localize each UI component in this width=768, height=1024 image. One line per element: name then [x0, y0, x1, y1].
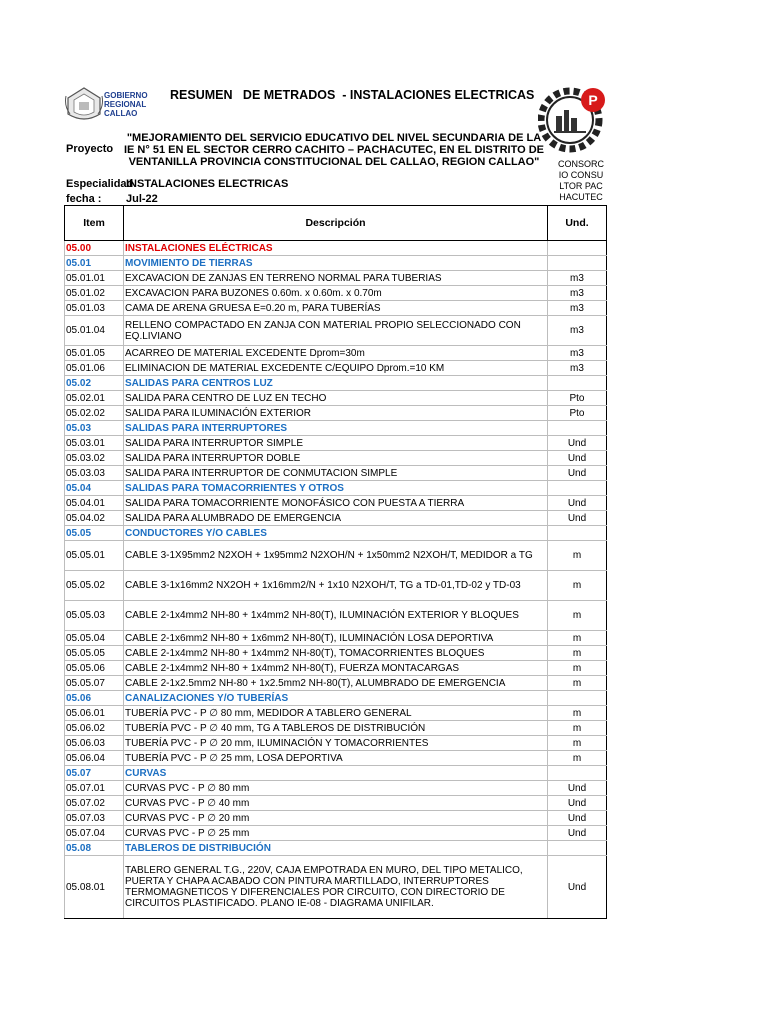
row-unit: m [548, 631, 607, 646]
row-unit: m3 [548, 301, 607, 316]
table-row [65, 301, 607, 316]
row-unit [548, 841, 607, 856]
table-row [65, 481, 607, 496]
row-description: CONDUCTORES Y/O CABLES [124, 526, 548, 541]
row-unit: m [548, 601, 607, 631]
table-row [65, 496, 607, 511]
row-description: SALIDA PARA INTERRUPTOR DE CONMUTACION SIMPLE [124, 466, 548, 481]
row-description: SALIDAS PARA TOMACORRIENTES Y OTROS [124, 481, 548, 496]
row-description: SALIDA PARA INTERRUPTOR DOBLE [124, 451, 548, 466]
row-code: 05.04.01 [65, 496, 124, 511]
table-row [65, 841, 607, 856]
table-row [65, 601, 607, 631]
table-row [65, 451, 607, 466]
row-description: SALIDA PARA INTERRUPTOR SIMPLE [124, 436, 548, 451]
row-unit: Und [548, 511, 607, 526]
specialty-label: Especialidad [66, 178, 134, 190]
row-description: CURVAS [124, 766, 548, 781]
table-row [65, 286, 607, 301]
row-code: 05.07.03 [65, 811, 124, 826]
row-unit: Und [548, 856, 607, 919]
row-code: 05.02.02 [65, 406, 124, 421]
table-row [65, 241, 607, 256]
table-row [65, 421, 607, 436]
table-row [65, 856, 607, 919]
row-unit [548, 376, 607, 391]
row-description: TABLERO GENERAL T.G., 220V, CAJA EMPOTRADA EN MURO, DEL TIPO METALICO, PUERTA Y CHAPA ACABADO CON PINTURA MARTILLADO, INTERRUPTORES TERMOMAGNETICOS Y DIFERENCIALES POR CIRCUITO, CON DIRECTORIO DE CIRCUITOS PLASTIFICADO. PLANO IE-08 - DIAGRAMA UNIFILAR. [124, 856, 548, 919]
row-unit [548, 421, 607, 436]
row-description: CABLE 2-1x2.5mm2 NH-80 + 1x2.5mm2 NH-80(T), ALUMBRADO DE EMERGENCIA [124, 676, 548, 691]
consorcio-name: CONSORCIO CONSULTOR PACHACUTEC [558, 159, 605, 202]
row-description: CABLE 2-1x4mm2 NH-80 + 1x4mm2 NH-80(T), TOMACORRIENTES BLOQUES [124, 646, 548, 661]
table-row [65, 676, 607, 691]
row-unit: Und [548, 436, 607, 451]
row-description: SALIDA PARA TOMACORRIENTE MONOFÁSICO CON PUESTA A TIERRA [124, 496, 548, 511]
row-code: 05.03 [65, 421, 124, 436]
row-unit: m [548, 706, 607, 721]
row-code: 05.01.01 [65, 271, 124, 286]
table-row [65, 661, 607, 676]
row-unit: m [548, 541, 607, 571]
table-row [65, 796, 607, 811]
row-code: 05.07.01 [65, 781, 124, 796]
row-code: 05.07 [65, 766, 124, 781]
row-unit [548, 241, 607, 256]
row-unit [548, 481, 607, 496]
table-row [65, 271, 607, 286]
row-unit [548, 256, 607, 271]
row-unit: m3 [548, 286, 607, 301]
metrados-table [64, 205, 607, 919]
row-code: 05.01.05 [65, 346, 124, 361]
row-unit: Und [548, 826, 607, 841]
date-label: fecha : [66, 193, 102, 205]
row-code: 05.07.04 [65, 826, 124, 841]
table-row [65, 256, 607, 271]
table-row [65, 346, 607, 361]
row-unit: m [548, 676, 607, 691]
page-title: RESUMEN DE METRADOS - INSTALACIONES ELECTRICAS [170, 88, 535, 102]
row-description: MOVIMIENTO DE TIERRAS [124, 256, 548, 271]
row-code: 05.03.02 [65, 451, 124, 466]
row-code: 05.05.01 [65, 541, 124, 571]
row-unit: m [548, 736, 607, 751]
table-row [65, 526, 607, 541]
row-unit: Und [548, 466, 607, 481]
row-description: TUBERÍA PVC - P ∅ 25 mm, LOSA DEPORTIVA [124, 751, 548, 766]
gobierno-regional-callao-logo [64, 84, 148, 124]
row-description: CABLE 2-1x6mm2 NH-80 + 1x6mm2 NH-80(T), ILUMINACIÓN LOSA DEPORTIVA [124, 631, 548, 646]
consorcio-logo [538, 80, 606, 162]
row-unit [548, 766, 607, 781]
column-header-unit: Und. [548, 206, 607, 241]
row-code: 05.02 [65, 376, 124, 391]
table-row [65, 706, 607, 721]
row-unit: Und [548, 781, 607, 796]
logo-line-1: GOBIERNO [104, 91, 148, 100]
row-description: SALIDAS PARA INTERRUPTORES [124, 421, 548, 436]
row-code: 05.05.04 [65, 631, 124, 646]
table-row [65, 631, 607, 646]
row-unit: m3 [548, 361, 607, 376]
table-row [65, 721, 607, 736]
table-row [65, 391, 607, 406]
row-description: CURVAS PVC - P ∅ 20 mm [124, 811, 548, 826]
table-row [65, 571, 607, 601]
row-description: SALIDA PARA ILUMINACIÓN EXTERIOR [124, 406, 548, 421]
row-unit: Und [548, 811, 607, 826]
row-unit [548, 691, 607, 706]
row-description: TUBERÍA PVC - P ∅ 80 mm, MEDIDOR A TABLERO GENERAL [124, 706, 548, 721]
row-unit: m3 [548, 271, 607, 286]
row-unit: m [548, 571, 607, 601]
row-description: SALIDA PARA CENTRO DE LUZ EN TECHO [124, 391, 548, 406]
row-unit: m [548, 646, 607, 661]
table-row [65, 361, 607, 376]
row-unit: m [548, 751, 607, 766]
row-description: CABLE 2-1x4mm2 NH-80 + 1x4mm2 NH-80(T), ILUMINACIÓN EXTERIOR Y BLOQUES [124, 601, 548, 631]
row-description: CANALIZACIONES Y/O TUBERÍAS [124, 691, 548, 706]
row-description: ELIMINACION DE MATERIAL EXCEDENTE C/EQUIPO Dprom.=10 KM [124, 361, 548, 376]
row-unit: m3 [548, 346, 607, 361]
row-description: CABLE 3-1x16mm2 NX2OH + 1x16mm2/N + 1x10 N2XOH/T, TG a TD-01,TD-02 y TD-03 [124, 571, 548, 601]
table-row [65, 376, 607, 391]
row-code: 05.06.02 [65, 721, 124, 736]
row-code: 05.01.06 [65, 361, 124, 376]
table-row [65, 466, 607, 481]
row-unit: Pto [548, 406, 607, 421]
column-header-item: Item [65, 206, 124, 241]
row-code: 05.00 [65, 241, 124, 256]
row-code: 05.07.02 [65, 796, 124, 811]
table-row [65, 826, 607, 841]
row-description: CURVAS PVC - P ∅ 25 mm [124, 826, 548, 841]
row-code: 05.08 [65, 841, 124, 856]
project-description: "MEJORAMIENTO DEL SERVICIO EDUCATIVO DEL NIVEL SECUNDARIA DE LA IE N° 51 EN EL SECTOR CERRO CACHITO – PACHACUTEC, EN EL DISTRITO DE VENTANILLA PROVINCIA CONSTITUCIONAL DEL CALLAO, REGION CALLAO" [123, 132, 545, 168]
row-unit: Pto [548, 391, 607, 406]
row-description: CABLE 3-1X95mm2 N2XOH + 1x95mm2 N2XOH/N + 1x50mm2 N2XOH/T, MEDIDOR a TG [124, 541, 548, 571]
row-description: SALIDAS PARA CENTROS LUZ [124, 376, 548, 391]
row-description: SALIDA PARA ALUMBRADO DE EMERGENCIA [124, 511, 548, 526]
row-description: ACARREO DE MATERIAL EXCEDENTE Dprom=30m [124, 346, 548, 361]
table-row [65, 511, 607, 526]
row-description: INSTALACIONES ELÉCTRICAS [124, 241, 548, 256]
row-code: 05.04 [65, 481, 124, 496]
row-code: 05.03.01 [65, 436, 124, 451]
table-row [65, 316, 607, 346]
table-row [65, 541, 607, 571]
row-description: TABLEROS DE DISTRIBUCIÓN [124, 841, 548, 856]
row-code: 05.01.02 [65, 286, 124, 301]
table-row [65, 406, 607, 421]
row-unit: Und [548, 796, 607, 811]
row-description: CURVAS PVC - P ∅ 80 mm [124, 781, 548, 796]
row-code: 05.05.03 [65, 601, 124, 631]
table-row [65, 436, 607, 451]
row-code: 05.01 [65, 256, 124, 271]
table-row [65, 781, 607, 796]
row-unit: Und [548, 496, 607, 511]
row-code: 05.05 [65, 526, 124, 541]
row-unit: Und [548, 451, 607, 466]
row-code: 05.06.04 [65, 751, 124, 766]
logo-letter: P [588, 92, 598, 108]
table-row [65, 811, 607, 826]
gear-icon [538, 80, 606, 162]
column-header-description: Descripción [124, 206, 548, 241]
row-code: 05.08.01 [65, 856, 124, 919]
row-code: 05.05.07 [65, 676, 124, 691]
row-code: 05.06.03 [65, 736, 124, 751]
project-label: Proyecto [66, 143, 114, 155]
row-description: CURVAS PVC - P ∅ 40 mm [124, 796, 548, 811]
row-code: 05.05.06 [65, 661, 124, 676]
row-description: CAMA DE ARENA GRUESA E=0.20 m, PARA TUBERÍAS [124, 301, 548, 316]
row-description: TUBERÍA PVC - P ∅ 40 mm, TG A TABLEROS DE DISTRIBUCIÓN [124, 721, 548, 736]
table-header [65, 206, 607, 241]
row-description: CABLE 2-1x4mm2 NH-80 + 1x4mm2 NH-80(T), FUERZA MONTACARGAS [124, 661, 548, 676]
row-code: 05.02.01 [65, 391, 124, 406]
row-code: 05.03.03 [65, 466, 124, 481]
row-code: 05.01.04 [65, 316, 124, 346]
row-code: 05.04.02 [65, 511, 124, 526]
row-code: 05.06.01 [65, 706, 124, 721]
table-row [65, 766, 607, 781]
row-unit: m [548, 661, 607, 676]
logo-line-3: CALLAO [104, 109, 138, 118]
row-code: 05.05.02 [65, 571, 124, 601]
row-code: 05.06 [65, 691, 124, 706]
row-unit: m3 [548, 316, 607, 346]
table-row [65, 691, 607, 706]
row-unit [548, 526, 607, 541]
logo-line-2: REGIONAL [104, 100, 147, 109]
table-row [65, 646, 607, 661]
row-description: TUBERÍA PVC - P ∅ 20 mm, ILUMINACIÓN Y TOMACORRIENTES [124, 736, 548, 751]
row-description: RELLENO COMPACTADO EN ZANJA CON MATERIAL PROPIO SELECCIONADO CON EQ.LIVIANO [124, 316, 548, 346]
table-row [65, 751, 607, 766]
row-description: EXCAVACION DE ZANJAS EN TERRENO NORMAL PARA TUBERIAS [124, 271, 548, 286]
row-code: 05.01.03 [65, 301, 124, 316]
specialty-value: INSTALACIONES ELECTRICAS [126, 178, 289, 190]
row-description: EXCAVACION PARA BUZONES 0.60m. x 0.60m. x 0.70m [124, 286, 548, 301]
date-value: Jul-22 [126, 193, 158, 205]
table-row [65, 736, 607, 751]
row-unit: m [548, 721, 607, 736]
row-code: 05.05.05 [65, 646, 124, 661]
